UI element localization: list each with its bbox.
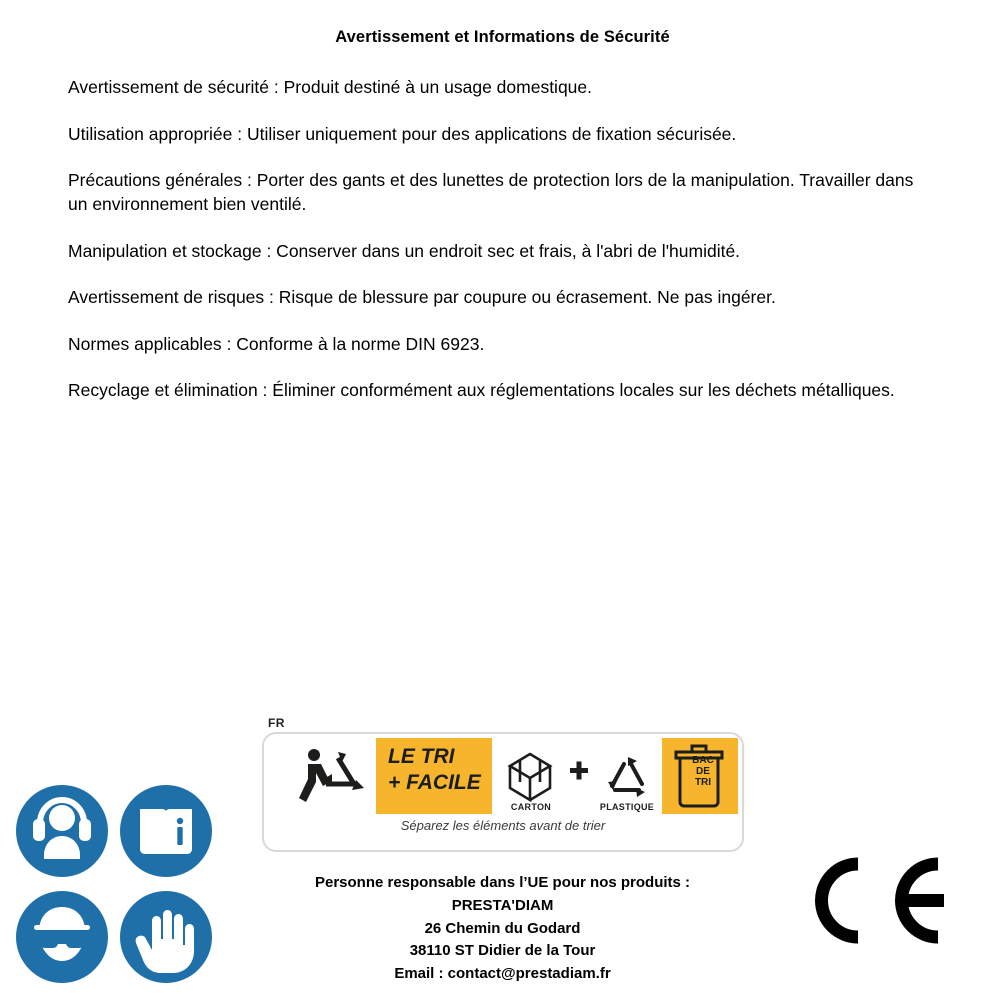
safety-information-body (68, 76, 928, 403)
responsible-city: 38110 ST Didier de la Tour (409, 942, 596, 960)
safety-paragraph: Avertissement de risques : Risque de blessure par coupure ou écrasement. Ne pas ingérer. (68, 287, 776, 308)
bin-label-line-2: DE (696, 765, 710, 777)
slogan-line-2: + FACILE (388, 771, 481, 794)
safety-paragraph: Utilisation appropriée : Utiliser uniquement pour des applications de fixation sécurisée. (68, 123, 737, 144)
safety-paragraph: Précautions générales : Porter des gants et des lunettes de protection lors de la manipulation. Travailler dans un environnement bien ventilé. (68, 170, 914, 214)
recycling-label-box (262, 732, 744, 852)
responsible-line-1: Personne responsable dans l’UE pour nos produits : (314, 874, 691, 891)
responsible-person-block (215, 872, 790, 986)
read-instructions-icon (120, 785, 212, 877)
responsible-street: 26 Chemin du Godard (424, 919, 581, 937)
recycling-footer-text: Séparez les éléments avant de trier (400, 818, 606, 833)
material-label-plastique: PLASTIQUE (599, 802, 655, 812)
triman-icon (278, 742, 372, 812)
safety-paragraph: Avertissement de sécurité : Produit destiné à un usage domestique. (68, 77, 593, 97)
safety-paragraph: Recyclage et élimination : Éliminer conformément aux réglementations locales sur les déchets métalliques. (68, 380, 895, 401)
packaging-icons (496, 740, 662, 814)
slogan-line-1: LE TRI (388, 745, 455, 768)
hand-protection-icon (120, 891, 212, 983)
slogan (388, 746, 492, 793)
material-label-carton: CARTON (510, 802, 552, 812)
bin-label-line-1: BAC (692, 755, 714, 766)
locale-tag: FR (268, 716, 285, 730)
pictogram-group (16, 785, 224, 985)
responsible-company: PRESTA'DIAM (451, 896, 554, 914)
safety-paragraph: Manipulation et stockage : Conserver dans un endroit sec et frais, à l'abri de l'humidité. (68, 240, 741, 261)
ear-protection-icon (16, 785, 108, 877)
bin-label (682, 756, 724, 788)
safety-paragraph: Normes applicables : Conforme à la norme DIN 6923. (68, 333, 485, 354)
recycling-label (262, 716, 742, 848)
ce-mark-icon (800, 848, 950, 953)
responsible-email: Email : contact@prestadiam.fr (394, 965, 611, 983)
page-title: Avertissement et Informations de Sécurité (335, 28, 670, 46)
bin-label-line-3: TRI (694, 776, 712, 788)
eye-protection-icon (16, 891, 108, 983)
